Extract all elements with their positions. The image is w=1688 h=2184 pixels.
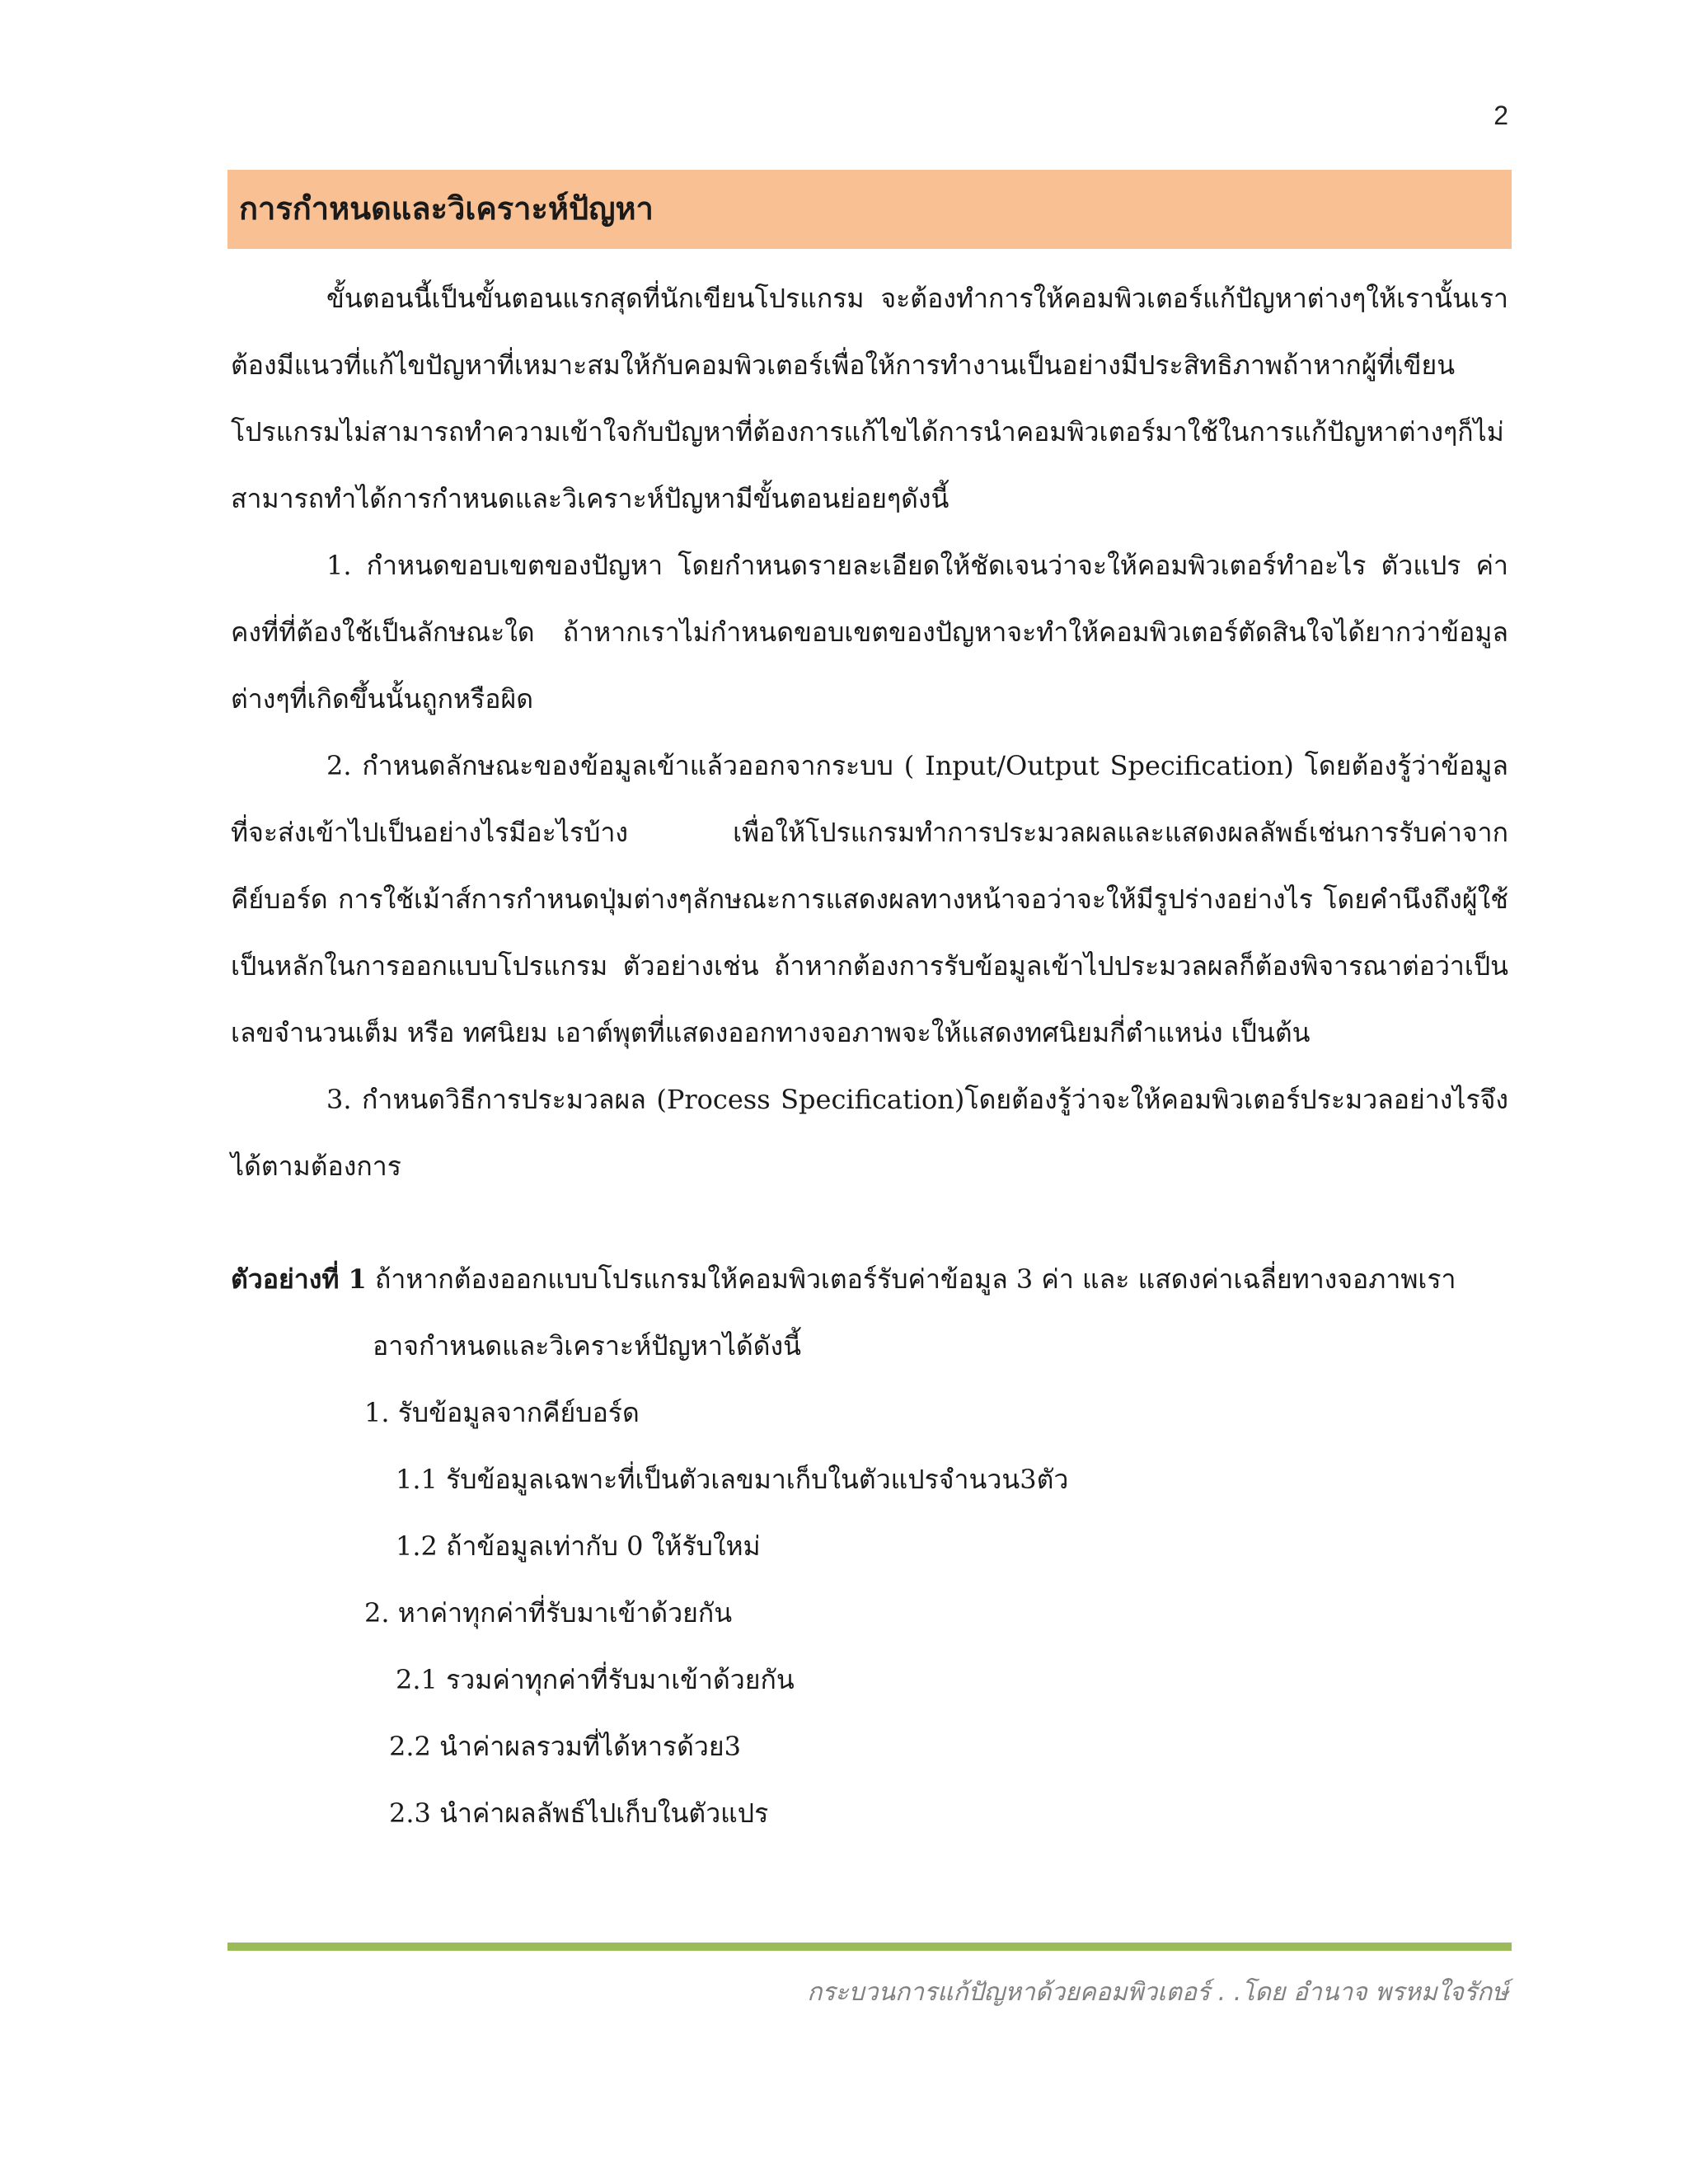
example-step-2-1: 2.1 รวมค่าทุกค่าที่รับมาเข้าด้วยกัน — [396, 1664, 795, 1695]
example-step-2-2: 2.2 นำค่าผลรวมที่ได้หารด้วย3 — [389, 1731, 741, 1762]
step-3-paragraph: 3. กำหนดวิธีการประมวลผล (Process Specification)โดยต้องรู้ว่าจะให้คอมพิวเตอร์ประมวลอย่างไรจึงได้ตามต้องการ — [231, 1084, 1508, 1182]
section-heading: การกำหนดและวิเคราะห์ปัญหา — [239, 190, 654, 227]
example-step-1-1: 1.1 รับข้อมูลเฉพาะที่เป็นตัวเลขมาเก็บในตัวแปรจำนวน3ตัว — [396, 1464, 1069, 1495]
example-label: ตัวอย่างที่ 1 — [231, 1263, 367, 1295]
body-text — [231, 265, 1508, 1200]
example-text: ถ้าหากต้องออกแบบโปรแกรมให้คอมพิวเตอร์รับค่าข้อมูล 3 ค่า และ แสดงค่าเฉลี่ยทางจอภาพเรา — [374, 1263, 1456, 1295]
example-block — [231, 1246, 1508, 1847]
example-step-2: 2. หาค่าทุกค่าที่รับมาเข้าด้วยกัน — [364, 1597, 733, 1629]
step-1-paragraph: 1. กำหนดขอบเขตของปัญหา โดยกำหนดรายละเอียดให้ชัดเจนว่าจะให้คอมพิวเตอร์ทำอะไร ตัวแปร ค่าคงที่ที่ต้องใช้เป็นลักษณะใด ถ้าหากเราไม่กำหนดขอบเขตของปัญหาจะทำให้คอมพิวเตอร์ตัดสินใจได้ยากว่าข้อมูลต่างๆที่เกิดขึ้นนั้นถูกหรือผิด — [231, 550, 1508, 715]
section-heading-band — [227, 170, 1512, 249]
example-step-1: 1. รับข้อมูลจากคีย์บอร์ด — [364, 1397, 640, 1428]
step-2-paragraph: 2. กำหนดลักษณะของข้อมูลเข้าแล้วออกจากระบบ ( Input/Output Specification) โดยต้องรู้ว่าข้อมูลที่จะส่งเข้าไปเป็นอย่างไรมีอะไรบ้าง เพื่อให้โปรแกรมทำการประมวลผลและแสดงผลลัพธ์เช่นการรับค่าจากคีย์บอร์ด การใช้เม้าส์การกำหนดปุ่มต่างๆลักษณะการแสดงผลทางหน้าจอว่าจะให้มีรูปร่างอย่างไร โดยคำนึงถึงผู้ใช้เป็นหลักในการออกแบบโปรแกรม ตัวอย่างเช่น ถ้าหากต้องการรับข้อมูลเข้าไปประมวลผลก็ต้องพิจารณาต่อว่าเป็นเลขจำนวนเต็ม หรือ ทศนิยม เอาต์พุตที่แสดงออกทางจอภาพจะให้แสดงทศนิยมกี่ตำแหน่ง เป็นต้น — [231, 750, 1508, 1048]
example-step-1-2: 1.2 ถ้าข้อมูลเท่ากับ 0 ให้รับใหม่ — [396, 1530, 761, 1562]
footer-text: กระบวนการแก้ปัญหาด้วยคอมพิวเตอร์ . .โดย อำนาจ พรหมใจรักษ์ — [807, 1978, 1508, 2007]
example-first-line — [231, 1246, 1508, 1313]
example-step-2-3: 2.3 นำค่าผลลัพธ์ไปเก็บในตัวแปร — [389, 1797, 769, 1829]
example-continuation: อาจกำหนดและวิเคราะห์ปัญหาได้ดังนี้ — [373, 1330, 801, 1361]
page-number: 2 — [1493, 101, 1508, 130]
intro-paragraph: ขั้นตอนนี้เป็นขั้นตอนแรกสุดที่นักเขียนโปรแกรม จะต้องทำการให้คอมพิวเตอร์แก้ปัญหาต่างๆให้เรานั้นเราต้องมีแนวที่แก้ไขปัญหาที่เหมาะสมให้กับคอมพิวเตอร์เพื่อให้การทำงานเป็นอย่างมีประสิทธิภาพถ้าหากผู้ที่เขียนโปรแกรมไม่สามารถทำความเข้าใจกับปัญหาที่ต้องการแก้ไขได้การนำคอมพิวเตอร์มาใช้ในการแก้ปัญหาต่างๆก็ไม่สามารถทำได้การกำหนดและวิเคราะห์ปัญหามีขั้นตอนย่อยๆดังนี้ — [231, 283, 1508, 514]
footer-divider — [227, 1943, 1512, 1951]
